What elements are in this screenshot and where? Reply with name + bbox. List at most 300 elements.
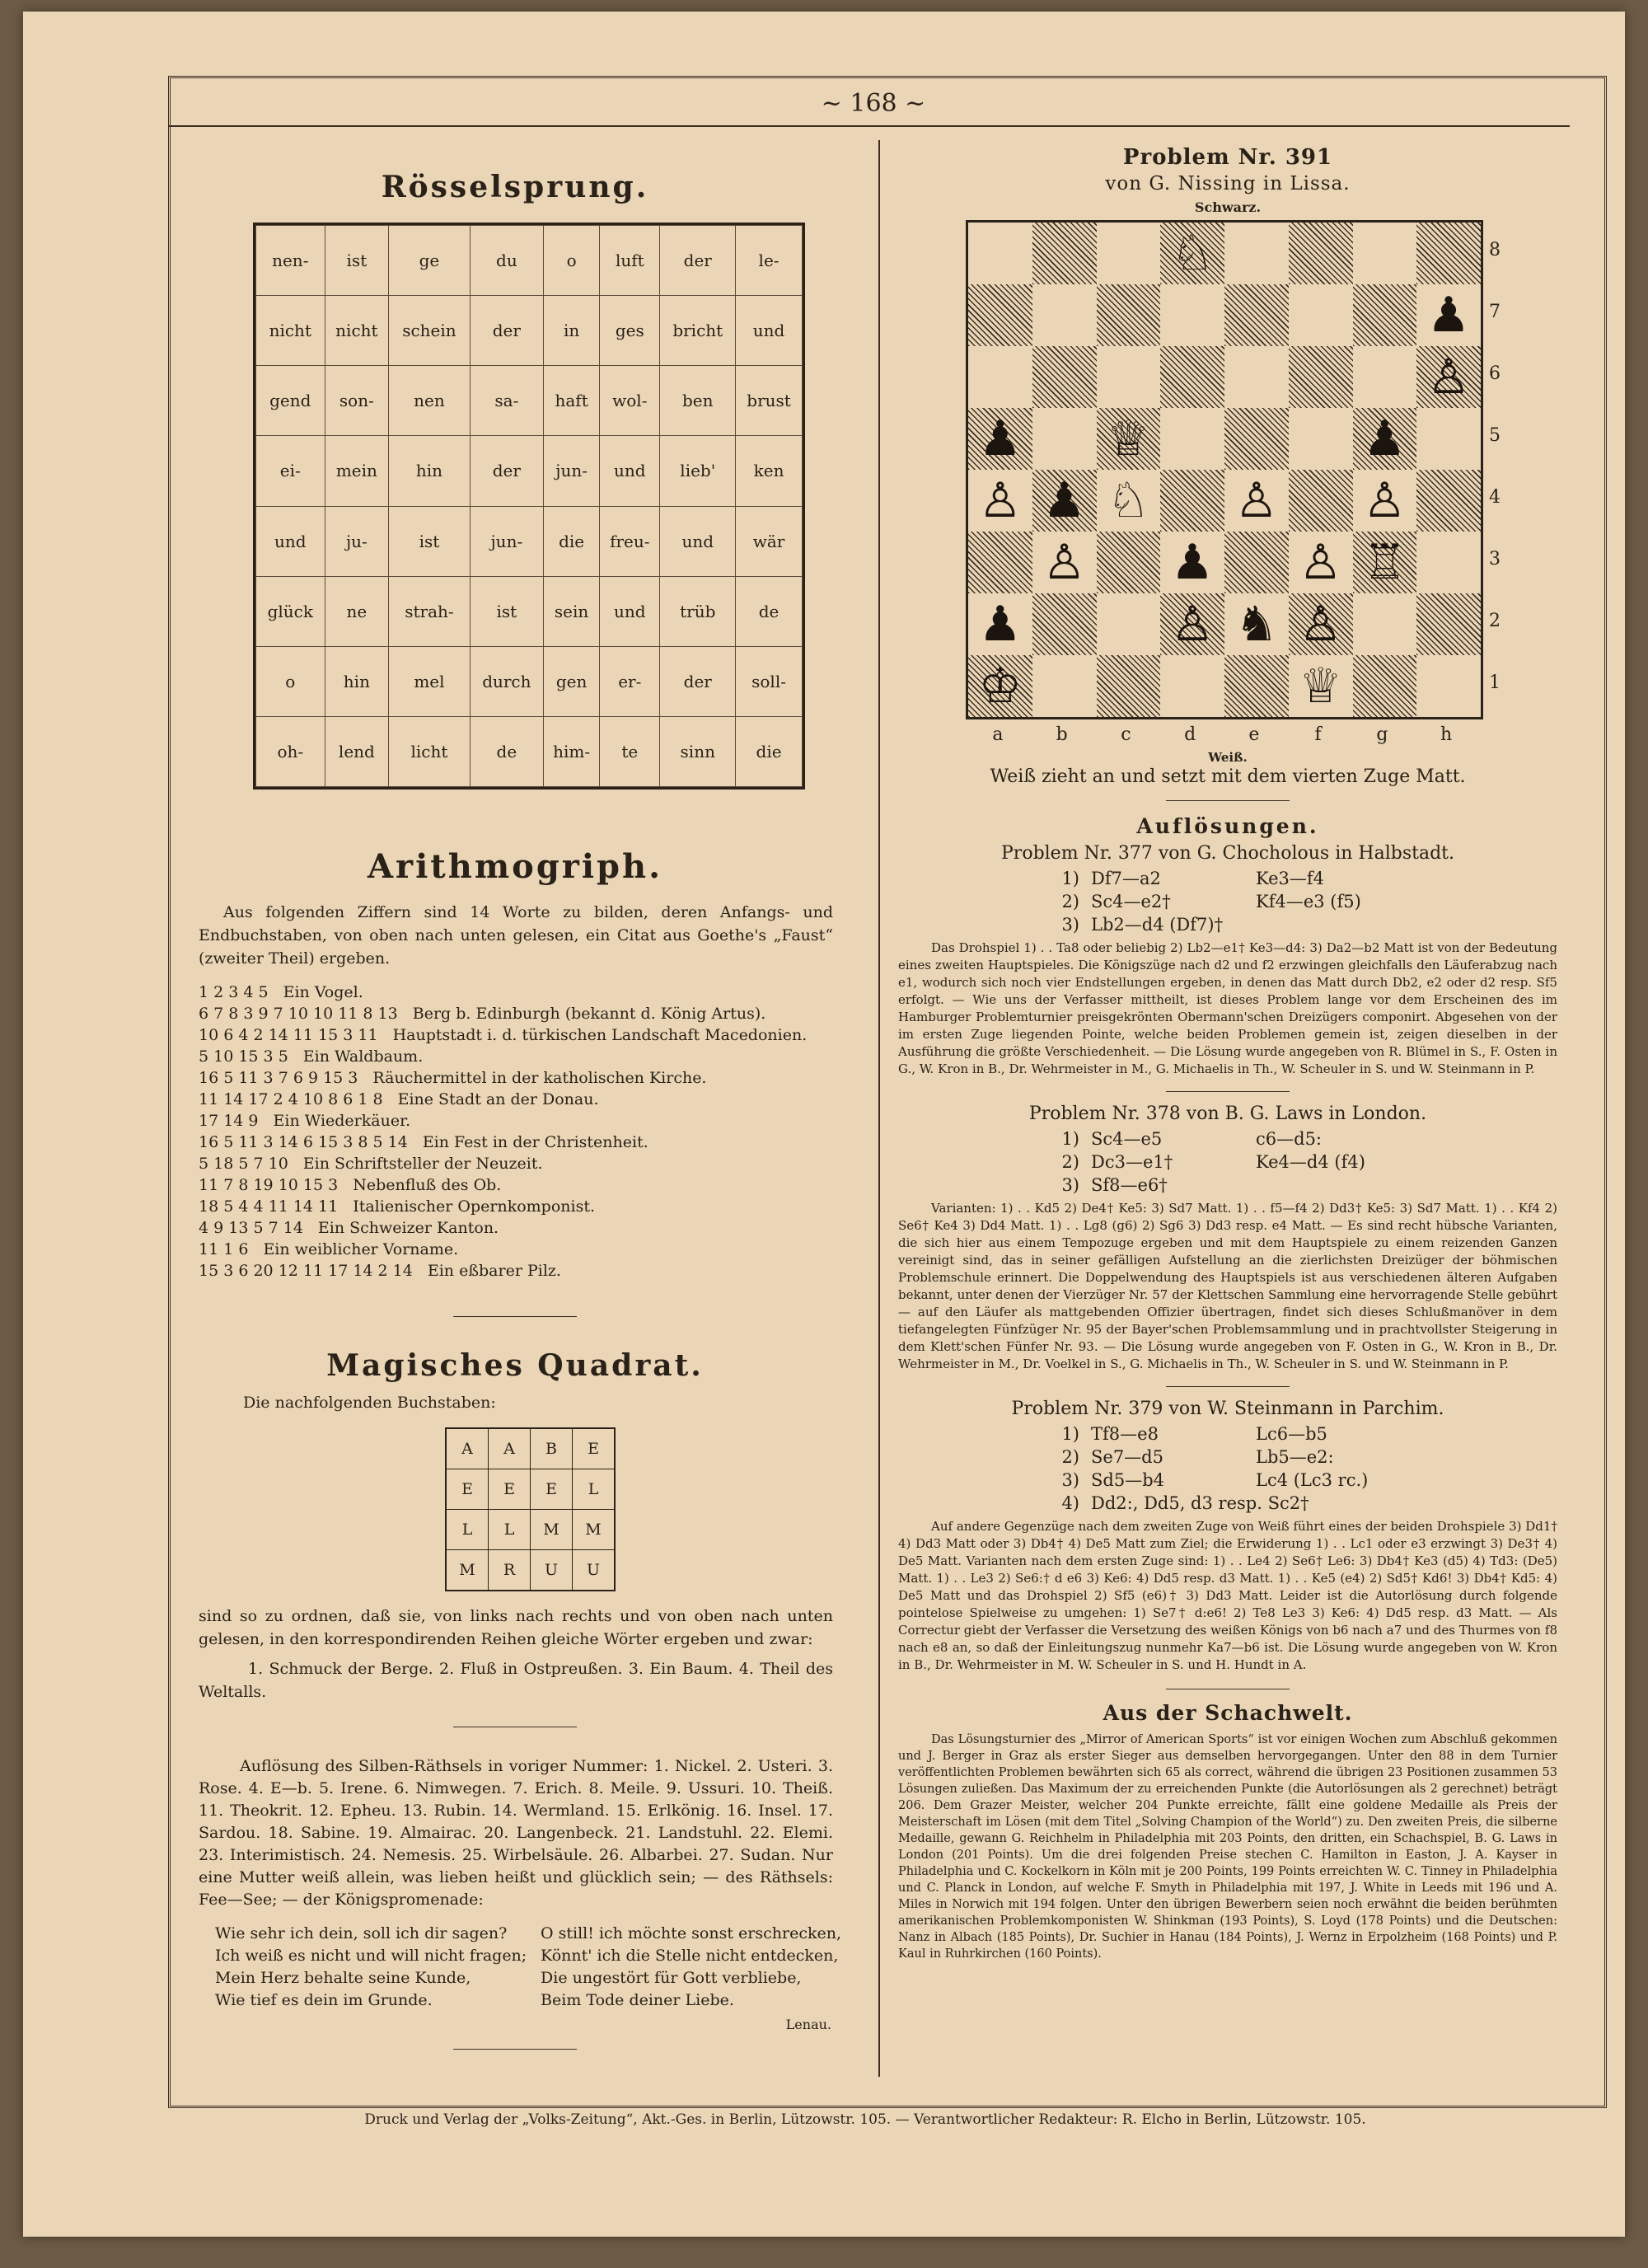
- board-square-c2: [1097, 593, 1161, 655]
- koesselsprung-cell: lieb': [660, 436, 736, 506]
- board-square-g1: [1353, 655, 1417, 717]
- koesselsprung-cell: him-: [544, 716, 600, 786]
- board-square-f5: [1289, 408, 1353, 470]
- magic-square-cell: A: [446, 1428, 489, 1469]
- move-number: 3): [1061, 1470, 1079, 1490]
- board-square-a6: [968, 346, 1032, 408]
- board-square-d4: [1160, 470, 1224, 532]
- board-square-b8: [1032, 223, 1097, 284]
- black-move: Lb5—e2:: [1256, 1447, 1334, 1467]
- p377-title: Problem Nr. 377 von G. Chocholous in Halbstadt.: [1001, 843, 1454, 864]
- koesselsprung-cell: nen: [389, 366, 470, 436]
- magic-square-cell: L: [446, 1510, 489, 1550]
- arithmogriph-row: [199, 1174, 861, 1196]
- koesselsprung-cell: ei-: [256, 436, 325, 506]
- chess-piece-icon: ♔: [978, 658, 1023, 714]
- koesselsprung-cell: o: [544, 226, 600, 296]
- p378-title: Problem Nr. 378 von B. G. Laws in London.: [1028, 1104, 1427, 1124]
- board-square-g6: [1353, 346, 1417, 408]
- board-square-g8: [1353, 223, 1417, 284]
- arithmogriph-numbers: 17 14 9: [199, 1112, 259, 1130]
- board-square-e8: [1224, 223, 1289, 284]
- schachwelt-text: Das Lösungsturnier des „Mirror of American Sports“ ist vor einigen Wochen zum Abschluß gekommen und J. Berger in Graz als erster Sieger aus demselben hervorgegangen. Unter den 88 in dem Turnier veröffentlichten Problemen bewährten sich 65 als correct, während die übrigen 23 Positionen zusammen 53 Lösungen zuließen. Das Maximum der zu erreichenden Punkte (die Autorlösungen als 2 gerechnet) beträgt 206. Dem Grazer Meister, welcher 204 Punkte erreichte, fällt eine goldene Medaille als Preis der Meisterschaft im Lösen (mit dem Titel „Solving Champion of the World“) zu. Den zweiten Preis, die silberne Medaille, gewann G. Reichhelm in Philadelphia mit 203 Points, den dritten, ein Schachspiel, B. G. Laws in London (201 Points). Um die drei folgenden Preise stechen C. Hamilton in Easton, J. A. Kayser in Philadelphia und C. Kockelkorn in Köln mit je 200 Points, 199 Points erreichten W. C. Tinney in Philadelphia und C. Planck in London, auf welche F. Smyth in Philadelphia mit 197, J. White in Leeds mit 196 und A. Miles in Norwich mit 194 folgen. Unter den übrigen Bewerbern seien noch erwähnt die beiden berühmten amerikanischen Problemkomponisten W. Shinkman (193 Points), S. Loyd (178 Points) und die Deutschen: Nanz in Albach (185 Points), Dr. Suchier in Hanau (184 Points), J. Wernz in Erpolzheim (168 Points) und P. Kaul in Ruhrkirchen (160 Points).: [898, 1733, 1557, 1961]
- move-number: 3): [1061, 1175, 1079, 1195]
- page-number: ~ 168 ~: [821, 89, 926, 118]
- chess-piece-icon: ♞: [1234, 596, 1279, 652]
- move-row: [1030, 913, 1557, 936]
- chess-board: [966, 220, 1483, 719]
- koesselsprung-cell: gend: [256, 366, 325, 436]
- board-square-b1: [1032, 655, 1097, 717]
- magic-square-cell: L: [573, 1469, 616, 1510]
- arithmogriph-intro: Aus folgenden Ziffern sind 14 Worte zu bilden, deren Anfangs- und Endbuchstaben, von oben nach unten gelesen, ein Citat aus Goethe's „Faust“ (zweiter Theil) ergeben.: [199, 903, 833, 968]
- arithmogriph-numbers: 15 3 6 20 12 11 17 14 2 14: [199, 1262, 413, 1280]
- black-move: Ke3—f4: [1256, 869, 1325, 888]
- arithmogriph-clue: Ein Fest in der Christenheit.: [422, 1133, 648, 1151]
- white-move: Sf8—e6†: [1091, 1175, 1168, 1195]
- chess-piece-icon: ♘: [1107, 472, 1150, 528]
- chess-piece-icon: ♟: [1426, 287, 1471, 343]
- koesselsprung-cell: nicht: [325, 296, 389, 366]
- arithmogriph-clue: Nebenfluß des Ob.: [353, 1176, 502, 1194]
- arithmogriph-clue: Eine Stadt an der Donau.: [397, 1090, 599, 1108]
- board-file-label: d: [1184, 724, 1196, 745]
- chess-piece-icon: ♙: [1042, 534, 1086, 590]
- magic-square-cell: M: [446, 1550, 489, 1591]
- magic-square-text: sind so zu ordnen, daß sie, von links nach rechts und von oben nach unten gelesen, in den korrespondirenden Reihen gleiche Wörter ergeben und zwar:: [199, 1607, 833, 1648]
- koesselsprung-cell: trüb: [660, 576, 736, 646]
- header-rule: [169, 125, 1570, 127]
- arithmogriph-numbers: 4 9 13 5 7 14: [199, 1219, 303, 1237]
- arithmogriph-row: [199, 1067, 861, 1089]
- loesungen-title: Auflösungen.: [1136, 814, 1319, 838]
- arithmogriph-row: [199, 1196, 861, 1217]
- koesselsprung-cell: sinn: [660, 716, 736, 786]
- board-square-g2: [1353, 593, 1417, 655]
- white-label: Weiß.: [1208, 750, 1248, 765]
- move-row: [1030, 890, 1557, 913]
- koesselsprung-cell: bricht: [660, 296, 736, 366]
- board-square-g7: [1353, 284, 1417, 346]
- board-square-b5: [1032, 408, 1097, 470]
- chess-piece-icon: ♙: [978, 472, 1023, 528]
- arithmogriph-row: [199, 1089, 861, 1110]
- board-square-f4: [1289, 470, 1353, 532]
- p378-moves: [1030, 1127, 1557, 1197]
- chess-piece-icon: ♙: [1299, 534, 1342, 590]
- koesselsprung-cell: ges: [600, 296, 660, 366]
- move-row: [1030, 867, 1557, 890]
- koesselsprung-cell: gen: [544, 646, 600, 716]
- move-number: 1): [1061, 1129, 1079, 1149]
- section-rule: [1166, 1386, 1290, 1387]
- magic-square-cell: E: [573, 1428, 616, 1469]
- koesselsprung-cell: der: [660, 226, 736, 296]
- chess-piece-icon: ♟: [1170, 534, 1215, 590]
- magic-square-cell: E: [446, 1469, 489, 1510]
- arithmogriph-row: [199, 1003, 861, 1024]
- board-square-b2: [1032, 593, 1097, 655]
- koesselsprung-cell: und: [600, 436, 660, 506]
- p379-moves: [1030, 1422, 1557, 1515]
- board-square-e7: [1224, 284, 1289, 346]
- white-move: Sc4—e5: [1091, 1129, 1163, 1149]
- arithmogriph-numbers: 6 7 8 3 9 7 10 10 11 8 13: [199, 1005, 398, 1023]
- koesselsprung-cell: oh-: [256, 716, 325, 786]
- board-square-c1: [1097, 655, 1161, 717]
- magic-square-intro: Die nachfolgenden Buchstaben:: [243, 1394, 496, 1412]
- board-square-a7: [968, 284, 1032, 346]
- board-square-h1: [1416, 655, 1481, 717]
- koesselsprung-cell: son-: [325, 366, 389, 436]
- magic-square-row: [446, 1428, 615, 1469]
- arithmogriph-clue: Ein eßbarer Pilz.: [427, 1262, 561, 1280]
- board-square-a8: [968, 223, 1032, 284]
- magic-square-cell: A: [489, 1428, 531, 1469]
- board-square-d5: [1160, 408, 1224, 470]
- koesselsprung-cell: licht: [389, 716, 470, 786]
- board-rank-label: 6: [1489, 363, 1501, 384]
- board-square-h4: [1416, 470, 1481, 532]
- koesselsprung-cell: brust: [736, 366, 803, 436]
- schachwelt-title: Aus der Schachwelt.: [1103, 1701, 1353, 1725]
- chess-piece-icon: ♟: [1042, 472, 1086, 528]
- arithmogriph-row: [199, 1217, 861, 1239]
- poem-right-stanza: [541, 1923, 841, 2012]
- arithmogriph-row: [199, 982, 861, 1003]
- magic-square-title: Magisches Quadrat.: [326, 1348, 704, 1383]
- board-rank-label: 5: [1489, 424, 1501, 446]
- koesselsprung-cell: ben: [660, 366, 736, 436]
- koesselsprung-cell: ist: [389, 506, 470, 576]
- board-file-label: g: [1376, 724, 1388, 745]
- move-row: [1030, 1446, 1557, 1469]
- koesselsprung-cell: jun-: [470, 506, 543, 576]
- board-square-c6: [1097, 346, 1161, 408]
- chess-piece-icon: ♙: [1299, 596, 1342, 652]
- arithmogriph-clue: Italienischer Opernkomponist.: [353, 1197, 596, 1216]
- black-move: Lc6—b5: [1256, 1424, 1327, 1444]
- move-number: 3): [1061, 915, 1079, 935]
- board-square-b6: [1032, 346, 1097, 408]
- koesselsprung-cell: nicht: [256, 296, 325, 366]
- move-number: 1): [1061, 869, 1079, 888]
- p378-text: Varianten: 1) . . Kd5 2) De4† Ke5: 3) Sd7 Matt. 1) . . f5—f4 2) Dd3† Ke5: 3) Sd7 Matt. 1) . . Kf4 2) Se6† Ke4 3) Dd4 Matt. 1) . . Lg8 (g6) 2) Sg6 3) Dd3 resp. e4 Matt. — Es sind recht hübsche Varianten, die sich hier aus einem Tempozuge ergeben und mit dem Hauptspiele zu einem reizenden Ganzen vereinigt sind, das in seiner gefälligen Aufstellung an die zierlichsten Dreizüger der böhmischen Problemschule erinnert. Die Doppelwendung des Hauptspiels ist aus verschiedenen älteren Aufgaben bekannt, unter denen der Vierzüger Nr. 57 der Klettschen Sammlung eine hervorragende Stelle gebührt — auf den Läufer als mattgebenden Offizier übertragen, findet sich dieses Schlußmanöver in dem tiefangelegten Fünfzüger Nr. 95 der Bayer'schen Problemsammlung und in prachtvollster Steigerung in dem Klett'schen Fünfer Nr. 93. — Die Lösung wurde angegeben von F. Osten in G., W. Kron in B., Dr. Wehrmeister in M., Dr. Voelkel in S., G. Michaelis in Th., W. Scheuler in S. und W. Steinmann in P.: [898, 1201, 1557, 1371]
- black-label: Schwarz.: [1194, 199, 1262, 215]
- left-column: [169, 140, 861, 2050]
- poem: [215, 1923, 841, 2012]
- white-move: Df7—a2: [1091, 869, 1161, 888]
- koesselsprung-row: [256, 716, 803, 786]
- board-rank-label: 1: [1489, 672, 1501, 693]
- koesselsprung-cell: ge: [389, 226, 470, 296]
- board-square-h2: [1416, 593, 1481, 655]
- magic-square-cell: U: [573, 1550, 616, 1591]
- white-move: Se7—d5: [1091, 1447, 1163, 1467]
- koesselsprung-cell: und: [736, 296, 803, 366]
- koesselsprung-cell: soll-: [736, 646, 803, 716]
- koesselsprung-cell: und: [256, 506, 325, 576]
- koesselsprung-cell: freu-: [600, 506, 660, 576]
- poem-line: Beim Tode deiner Liebe.: [541, 1991, 734, 2009]
- board-rank-label: 3: [1489, 548, 1501, 569]
- move-row: [1030, 1492, 1557, 1515]
- arithmogriph-numbers: 1 2 3 4 5: [199, 983, 269, 1001]
- arithmogriph-clue: Ein Vogel.: [283, 983, 363, 1001]
- koesselsprung-cell: lend: [325, 716, 389, 786]
- board-square-h5: [1416, 408, 1481, 470]
- chess-piece-icon: ♙: [1426, 349, 1471, 405]
- board-file-label: b: [1056, 724, 1068, 745]
- arithmogriph-list: [199, 982, 861, 1282]
- magic-square-row: [446, 1550, 615, 1591]
- koesselsprung-cell: und: [600, 576, 660, 646]
- white-move: Lb2—d4 (Df7)†: [1091, 915, 1224, 935]
- arithmogriph-row: [199, 1239, 861, 1260]
- koesselsprung-cell: de: [470, 716, 543, 786]
- magic-square-row: [446, 1510, 615, 1550]
- white-move: Tf8—e8: [1091, 1424, 1159, 1444]
- problem391-caption: Weiß zieht an und setzt mit dem vierten Zuge Matt.: [990, 766, 1466, 787]
- koesselsprung-row: [256, 506, 803, 576]
- koesselsprung-cell: wär: [736, 506, 803, 576]
- arithmogriph-numbers: 11 1 6: [199, 1240, 249, 1258]
- poem-line: Ich weiß es nicht und will nicht fragen;: [215, 1947, 527, 1965]
- magic-square-cell: M: [573, 1510, 616, 1550]
- arithmogriph-numbers: 11 14 17 2 4 10 8 6 1 8: [199, 1090, 383, 1108]
- koesselsprung-cell: jun-: [544, 436, 600, 506]
- board-square-e3: [1224, 532, 1289, 593]
- koesselsprung-cell: der: [470, 296, 543, 366]
- section-rule: [453, 1316, 577, 1317]
- koesselsprung-cell: ken: [736, 436, 803, 506]
- poem-line: O still! ich möchte sonst erschrecken,: [541, 1924, 841, 1942]
- poem-left-stanza: [215, 1923, 527, 2012]
- arithmogriph-numbers: 5 10 15 3 5: [199, 1047, 288, 1066]
- chess-piece-icon: ♕: [1299, 658, 1342, 714]
- koesselsprung-cell: die: [736, 716, 803, 786]
- koesselsprung-cell: de: [736, 576, 803, 646]
- aufloesung-text: Auflösung des Silben-Räthsels in voriger Nummer: 1. Nickel. 2. Usteri. 3. Rose. 4. E—b. 5. Irene. 6. Nimwegen. 7. Erich. 8. Meile. 9. Ussuri. 10. Theiß. 11. Theokrit. 12. Epheu. 13. Rubin. 14. Wermland. 15. Erlkönig. 16. Insel. 17. Sardou. 18. Sabine. 19. Almairac. 20. Langenbeck. 21. Landstuhl. 22. Elemi. 23. Interimistisch. 24. Nemesis. 25. Wirbelsäule. 26. Albarbei. 27. Sudan. Nur eine Mutter weiß allein, was lieben heißt und glücklich sein; — des Räthsels: Fee—See; — der Königspromenade:: [199, 1757, 833, 1909]
- koesselsprung-cell: mel: [389, 646, 470, 716]
- koesselsprung-cell: er-: [600, 646, 660, 716]
- magic-square-cell: U: [531, 1550, 573, 1591]
- chess-piece-icon: ♙: [1170, 596, 1215, 652]
- board-square-e5: [1224, 408, 1289, 470]
- koesselsprung-cell: nen-: [256, 226, 325, 296]
- magic-square-grid: [445, 1427, 861, 1591]
- white-move: Dd2:, Dd5, d3 resp. Sc2†: [1091, 1493, 1309, 1513]
- board-file-label: e: [1248, 724, 1260, 745]
- arithmogriph-clue: Räuchermittel in der katholischen Kirche.: [372, 1069, 707, 1087]
- koesselsprung-cell: glück: [256, 576, 325, 646]
- koesselsprung-row: [256, 366, 803, 436]
- move-number: 2): [1061, 1447, 1079, 1467]
- poem-line: Wie sehr ich dein, soll ich dir sagen?: [215, 1924, 508, 1942]
- board-rank-label: 2: [1489, 610, 1501, 631]
- board-square-c3: [1097, 532, 1161, 593]
- arithmogriph-clue: Berg b. Edinburgh (bekannt d. König Artus).: [412, 1005, 766, 1023]
- move-row: [1030, 1150, 1557, 1174]
- magic-square-cell: M: [531, 1510, 573, 1550]
- black-move: c6—d5:: [1256, 1129, 1323, 1149]
- arithmogriph-numbers: 10 6 4 2 14 11 15 3 11: [199, 1026, 378, 1044]
- board-square-a3: [968, 532, 1032, 593]
- koesselsprung-cell: strah-: [389, 576, 470, 646]
- board-square-f7: [1289, 284, 1353, 346]
- board-rank-label: 4: [1489, 486, 1501, 508]
- chess-piece-icon: ♘: [1170, 225, 1215, 281]
- board-square-d7: [1160, 284, 1224, 346]
- black-move: Lc4 (Lc3 rc.): [1256, 1470, 1369, 1490]
- koesselsprung-cell: hin: [325, 646, 389, 716]
- problem391-author: von G. Nissing in Lissa.: [1105, 173, 1351, 194]
- arithmogriph-clue: Ein Schweizer Kanton.: [317, 1219, 499, 1237]
- magic-square-cell: L: [489, 1510, 531, 1550]
- board-square-h3: [1416, 532, 1481, 593]
- move-row: [1030, 1469, 1557, 1492]
- arithmogriph-numbers: 16 5 11 3 7 6 9 15 3: [199, 1069, 358, 1087]
- koesselsprung-row: [256, 296, 803, 366]
- koesselsprung-cell: mein: [325, 436, 389, 506]
- move-row: [1030, 1127, 1557, 1150]
- magic-square-clues: 1. Schmuck der Berge. 2. Fluß in Ostpreußen. 3. Ein Baum. 4. Theil des Weltalls.: [199, 1660, 833, 1701]
- p379-text: Auf andere Gegenzüge nach dem zweiten Zuge von Weiß führt eines der beiden Drohspiele 3) Dd1† 4) Dd3 Matt oder 3) Db4† 4) De5 Matt zum Ziel; die Erwiderung 1) . . Lc1 oder e3 erzwingt 3) De3† 4) De5 Matt. Varianten nach dem ersten Zuge sind: 1) . . Le4 2) Se6† Le6: 3) Db4† Ke3 (d5) 4) Td3: (De5) Matt. 1) . . Le3 2) Se6:† d e6 3) Ke6: 4) Dd5 resp. d3 Matt. 1) . . Ke5 (e4) 2) Sd5† Kd6! 3) Db4† Kd5: 4) De5 Matt und das Drohspiel 2) Sf5 (e6)† 3) Dd3 Matt. Leider ist die Autorlösung durch folgende pointelose Spielweise zu umgehen: 1) Se7† d:e6! 2) Te8 Le3 3) Ke6: 4) Dd5 resp. d3 Matt. — Als Correctur giebt der Verfasser die Versetzung des weißen Königs von b6 nach a7 und des Thurmes von f8 nach e8 an, so daß der Einleitungszug nunmehr Ka7—b6 ist. Die Lösung wurde angegeben von W. Kron in B., Dr. Wehrmeister in M. W. Scheuler in S. und H. Hundt in A.: [898, 1519, 1557, 1672]
- arithmogriph-row: [199, 1260, 861, 1282]
- koesselsprung-cell: luft: [600, 226, 660, 296]
- board-square-c8: [1097, 223, 1161, 284]
- poem-author: Lenau.: [785, 2017, 831, 2032]
- magic-square-cell: R: [489, 1550, 531, 1591]
- arithmogriph-numbers: 16 5 11 3 14 6 15 3 8 5 14: [199, 1133, 408, 1151]
- koesselsprung-cell: haft: [544, 366, 600, 436]
- koesselsprung-cell: sa-: [470, 366, 543, 436]
- arithmogriph-row: [199, 1132, 861, 1153]
- koesselsprung-row: [256, 646, 803, 716]
- board-file-label: a: [992, 724, 1004, 745]
- koesselsprung-row: [256, 226, 803, 296]
- koesselsprung-grid: [253, 223, 805, 790]
- poem-line: Mein Herz behalte seine Kunde,: [215, 1969, 471, 1987]
- board-square-d1: [1160, 655, 1224, 717]
- koesselsprung-cell: o: [256, 646, 325, 716]
- chess-piece-icon: ♖: [1363, 534, 1407, 590]
- koesselsprung-table: [255, 225, 803, 787]
- board-square-b7: [1032, 284, 1097, 346]
- footer-imprint: Druck und Verlag der „Volks-Zeitung“, Akt.-Ges. in Berlin, Lützowstr. 105. — Verantwortlicher Redakteur: R. Elcho in Berlin, Lützowstr. 105.: [364, 2111, 1366, 2128]
- white-move: Dc3—e1†: [1091, 1152, 1173, 1172]
- board-rank-label: 7: [1489, 301, 1501, 322]
- koesselsprung-cell: schein: [389, 296, 470, 366]
- koesselsprung-cell: der: [470, 436, 543, 506]
- koesselsprung-cell: ne: [325, 576, 389, 646]
- poem-line: Die ungestört für Gott verbliebe,: [541, 1969, 802, 1987]
- black-move: Ke4—d4 (f4): [1256, 1152, 1365, 1172]
- koesselsprung-row: [256, 576, 803, 646]
- board-file-label: f: [1314, 724, 1322, 745]
- chess-piece-icon: ♟: [978, 596, 1023, 652]
- koesselsprung-row: [256, 436, 803, 506]
- arithmogriph-numbers: 18 5 4 4 11 14 11: [199, 1197, 339, 1216]
- koesselsprung-cell: hin: [389, 436, 470, 506]
- magic-square-table: [445, 1427, 616, 1591]
- arithmogriph-row: [199, 1153, 861, 1174]
- koesselsprung-cell: sein: [544, 576, 600, 646]
- problem391-title: Problem Nr. 391: [1122, 145, 1333, 170]
- magic-square-cell: E: [489, 1469, 531, 1510]
- koesselsprung-cell: ju-: [325, 506, 389, 576]
- magic-square-row: [446, 1469, 615, 1510]
- arithmogriph-clue: Ein Schriftsteller der Neuzeit.: [302, 1155, 543, 1173]
- koesselsprung-cell: in: [544, 296, 600, 366]
- board-square-c7: [1097, 284, 1161, 346]
- chess-diagram: [898, 220, 1501, 760]
- move-number: 2): [1061, 1152, 1079, 1172]
- arithmogriph-row: [199, 1110, 861, 1132]
- poem-line: Könnt' ich die Stelle nicht entdecken,: [541, 1947, 839, 1965]
- section-rule: [453, 2049, 577, 2050]
- black-move: Kf4—e3 (f5): [1256, 892, 1361, 911]
- koesselsprung-cell: und: [660, 506, 736, 576]
- arithmogriph-clue: Ein weiblicher Vorname.: [263, 1240, 459, 1258]
- p377-moves: [1030, 867, 1557, 936]
- koesselsprung-cell: ist: [325, 226, 389, 296]
- arithmogriph-row: [199, 1024, 861, 1046]
- section-rule: [1166, 800, 1290, 801]
- magic-square-cell: B: [531, 1428, 573, 1469]
- move-number: 4): [1061, 1493, 1079, 1513]
- poem-line: Wie tief es dein im Grunde.: [215, 1991, 433, 2009]
- koesselsprung-cell: durch: [470, 646, 543, 716]
- white-move: Sc4—e2†: [1091, 892, 1171, 911]
- white-move: Sd5—b4: [1091, 1470, 1164, 1490]
- chess-piece-icon: ♕: [1107, 410, 1150, 466]
- arithmogriph-clue: Ein Wiederkäuer.: [273, 1112, 411, 1130]
- move-number: 1): [1061, 1424, 1079, 1444]
- koesselsprung-cell: du: [470, 226, 543, 296]
- board-square-h8: [1416, 223, 1481, 284]
- arithmogriph-row: [199, 1046, 861, 1067]
- koesselsprung-cell: der: [660, 646, 736, 716]
- chess-piece-icon: ♟: [978, 410, 1023, 466]
- board-square-f6: [1289, 346, 1353, 408]
- p379-title: Problem Nr. 379 von W. Steinmann in Parchim.: [1011, 1399, 1444, 1419]
- arithmogriph-title: Arithmogriph.: [367, 847, 663, 886]
- koesselsprung-cell: die: [544, 506, 600, 576]
- koesselsprung-cell: te: [600, 716, 660, 786]
- koesselsprung-cell: ist: [470, 576, 543, 646]
- board-square-d6: [1160, 346, 1224, 408]
- section-rule: [1166, 1091, 1290, 1092]
- board-file-label: h: [1440, 724, 1453, 745]
- move-row: [1030, 1422, 1557, 1446]
- arithmogriph-numbers: 5 18 5 7 10: [199, 1155, 288, 1173]
- board-file-label: c: [1121, 724, 1131, 745]
- board-rank-label: 8: [1489, 239, 1501, 260]
- column-divider: [878, 140, 880, 2077]
- koesselsprung-cell: wol-: [600, 366, 660, 436]
- move-row: [1030, 1174, 1557, 1197]
- board-square-e6: [1224, 346, 1289, 408]
- board-square-f8: [1289, 223, 1353, 284]
- arithmogriph-numbers: 11 7 8 19 10 15 3: [199, 1176, 339, 1194]
- chess-piece-icon: ♟: [1363, 410, 1407, 466]
- board-square-e1: [1224, 655, 1289, 717]
- arithmogriph-clue: Ein Waldbaum.: [302, 1047, 424, 1066]
- magic-square-cell: E: [531, 1469, 573, 1510]
- p377-text: Das Drohspiel 1) . . Ta8 oder beliebig 2) Lb2—e1† Ke3—d4: 3) Da2—b2 Matt ist von der Bedeutung eines zweiten Hauptspieles. Die Königszüge nach d2 und f2 erzwingen gleichfalls den Läuferabzug nach e1, wodurch sich noch vier Endstellungen ergeben, in denen das Matt durch Db2, e2 oder d2 resp. Sf5 erfolgt. — Wie uns der Verfasser mittheilt, ist dieses Problem lange vor dem Erscheinen des im Hamburger Problemturnier preisgekrönten Obermann'schen Dreizügers componirt. Abgesehen von der im ersten Zuge liegenden Pointe, welche beiden Problemen gemein ist, zeigen dieselben in der Ausführung die größte Verschiedenheit. — Die Lösung wurde angegeben von R. Blümel in S., F. Osten in G., W. Kron in B., Dr. Wehrmeister in M., G. Michaelis in Th., W. Scheuler in S. und W. Steinmann in P.: [898, 940, 1557, 1076]
- arithmogriph-clue: Hauptstadt i. d. türkischen Landschaft Macedonien.: [392, 1026, 808, 1044]
